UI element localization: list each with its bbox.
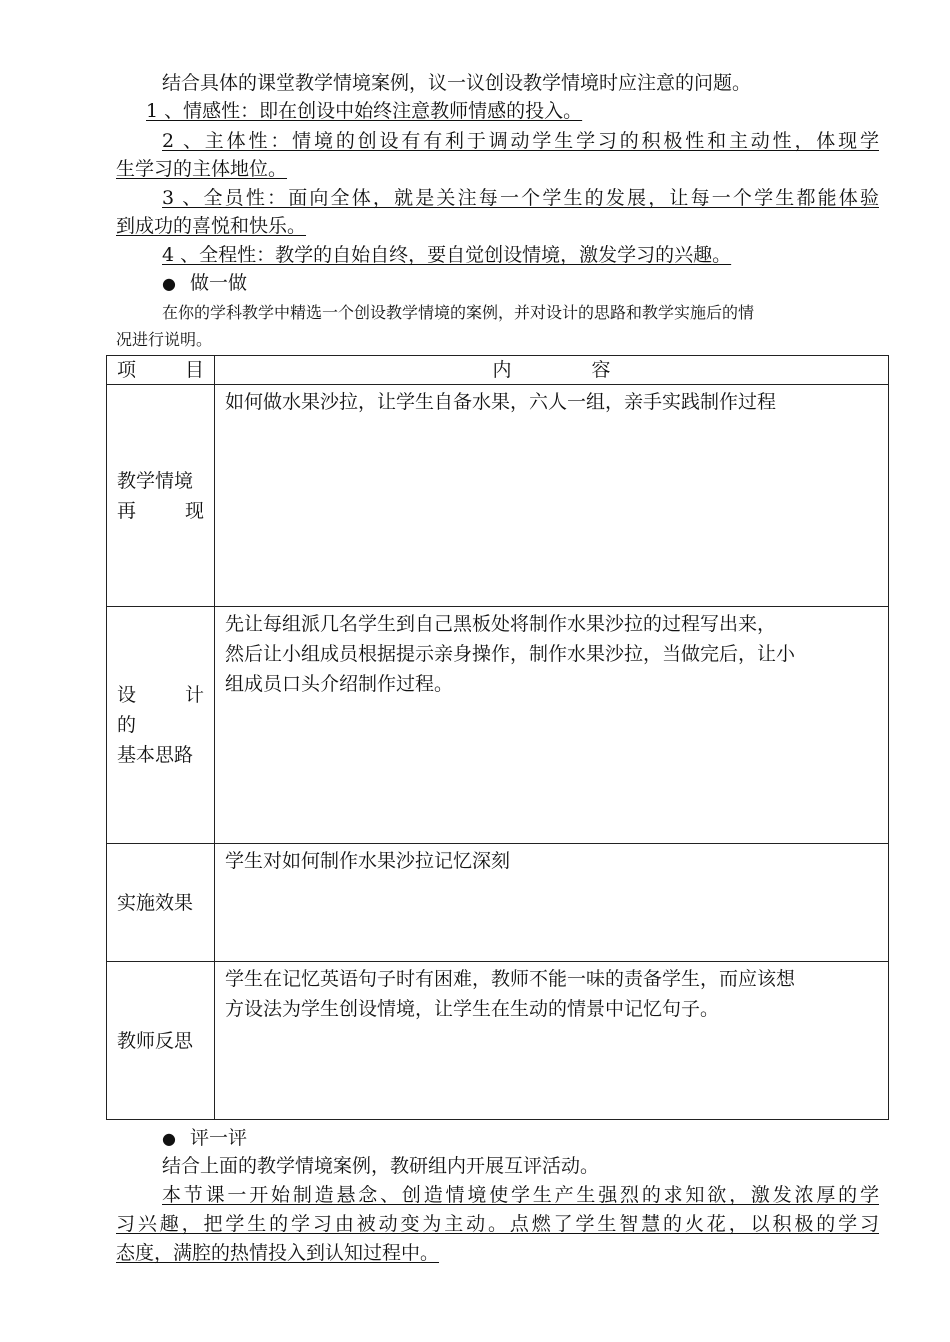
- row-label-design: [107, 607, 224, 844]
- row-label-effect: [107, 844, 215, 962]
- row-content-design-c: 组成员口头介绍制作过程。: [225, 673, 454, 695]
- row-content-design-a: 先让每组派几名学生到自己黑板处将制作水果沙拉的过程写出来，: [225, 613, 777, 635]
- row-label-scenario-a: 教学情境: [117, 469, 194, 492]
- section-review-instruction: 结合上面的教学情境案例，教研组内开展互评活动。: [162, 1155, 600, 1177]
- point-1: [116, 98, 596, 124]
- table-row: [107, 607, 889, 844]
- point-3-line-2: [116, 213, 306, 239]
- row-content-reflection-a: 学生在记忆英语句子时有困难，教师不能一味的责备学生，而应该想: [225, 968, 796, 990]
- section-review-title: 评一评: [189, 1127, 247, 1149]
- point-2-line-1: [116, 128, 879, 154]
- row-content-reflection: [215, 962, 889, 1120]
- row-content-reflection-b: 方设法为学生创设情境，让学生在生动的情景中记忆句子。: [225, 998, 720, 1020]
- section-review-heading: [162, 1125, 247, 1152]
- point-3-line-1: [116, 185, 879, 211]
- review-answer-line-3: [116, 1240, 453, 1266]
- row-content-effect-text: 学生对如何制作水果沙拉记忆深刻: [225, 850, 511, 872]
- row-label-reflection: [107, 962, 215, 1120]
- table-header-row: [107, 356, 889, 385]
- review-answer-line-2: [116, 1211, 879, 1237]
- review-answer-c: 态度，满腔的热情投入到认知过程中。: [116, 1242, 440, 1264]
- header-item-cell: [107, 356, 215, 385]
- section-do-title: 做一做: [189, 272, 247, 294]
- section-do-instruction-b: 况进行说明。: [116, 330, 213, 349]
- review-answer-b: 习兴趣，把学生的学习由被动变为主动。点燃了学生智慧的火花，以积极的学习: [116, 1213, 879, 1235]
- row-content-scenario-text: 如何做水果沙拉，让学生自备水果，六人一组，亲手实践制作过程: [225, 391, 777, 413]
- table-row: [107, 385, 889, 607]
- row-label-design-a: 设 计 的: [117, 684, 224, 736]
- review-answer-line-1: [116, 1182, 879, 1208]
- row-content-scenario: [215, 385, 889, 607]
- point-2-text-a: 2 、主体性：情境的创设有有利于调动学生学习的积极性和主动性，体现学: [162, 130, 879, 152]
- section-do-instruction-a: 在你的学科教学中精选一个创设教学情境的案例，并对设计的思路和教学实施后的情: [162, 303, 755, 322]
- row-content-design-b: 然后让小组成员根据提示亲身操作，制作水果沙拉，当做完后，让小: [225, 643, 796, 665]
- row-label-design-b: 基本思路: [117, 744, 194, 766]
- point-3-text-a: 3 、全员性：面向全体，就是关注每一个学生的发展，让每一个学生都能体验: [162, 187, 879, 209]
- point-2-text-b: 生学习的主体地位。: [116, 158, 288, 180]
- point-3-text-b: 到成功的喜悦和快乐。: [116, 215, 307, 237]
- row-label-effect-a: 实施效果: [117, 891, 194, 914]
- table-row: [107, 962, 889, 1120]
- row-label-reflection-a: 教师反思: [117, 1029, 194, 1052]
- point-4: [116, 242, 743, 268]
- bullet-icon: ●: [162, 1129, 176, 1148]
- header-content: 内容: [215, 356, 889, 385]
- bullet-icon: ●: [162, 274, 176, 293]
- row-label-scenario: [107, 385, 215, 607]
- section-do-heading: [162, 270, 247, 297]
- point-2-line-2: [116, 156, 301, 182]
- row-label-scenario-b: 再 现: [117, 499, 204, 522]
- header-item: 项 目: [117, 359, 204, 381]
- row-content-design: [215, 607, 889, 844]
- point-4-text: 4 、全程性：教学的自始自终，要自觉创设情境，激发学习的兴趣。: [162, 244, 732, 266]
- table-row: [107, 844, 889, 962]
- review-answer-a: 本节课一开始制造悬念、创造情境使学生产生强烈的求知欲，激发浓厚的学: [162, 1184, 879, 1206]
- row-content-effect: [215, 844, 889, 962]
- teaching-case-table: [106, 355, 889, 1120]
- point-1-text: 1 、情感性：即在创设中始终注意教师情感的投入。: [146, 100, 583, 122]
- intro-text: 结合具体的课堂教学情境案例，议一议创设教学情境时应注意的问题。: [162, 72, 752, 94]
